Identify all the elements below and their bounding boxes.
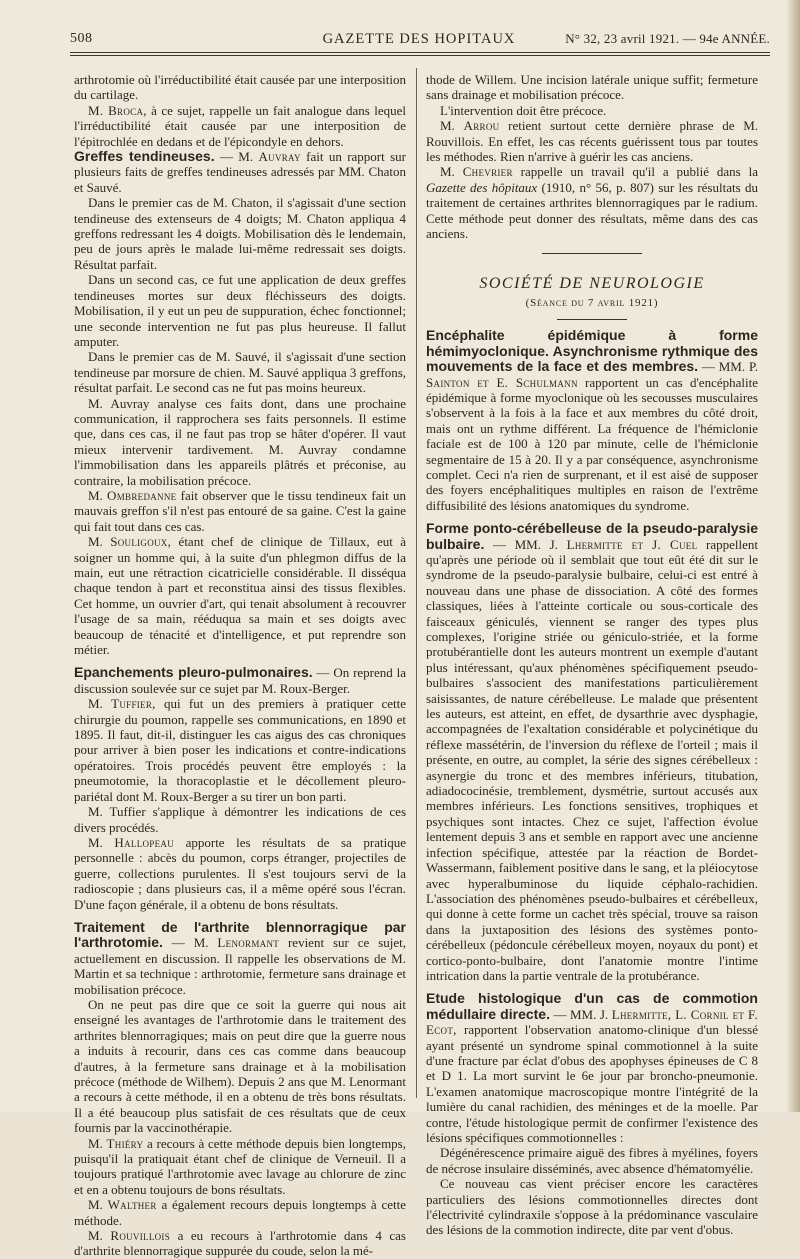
paragraph: arthrotomie où l'irréductibilité était causée par une interposition du cartilage.	[74, 72, 406, 103]
section-title: Greffes tendineuses.	[74, 148, 215, 165]
header-rule-2	[70, 55, 770, 56]
paragraph: M. Auvray analyse ces faits dont, dans une prochaine communication, il rapprochera ses faits personnels. Il estime que, dans ces cas, il ne faut pas trop se hâter d'opérer. Il vaut mieux intervenir tardivement. M. Auvray condamne l'immobilisation dans les appareils plâtrés et préconise, au contraire, la mobilisation précoce.	[74, 395, 406, 488]
paragraph: M. Tuffier, qui fut un des premiers à pratiquer cette chirurgie du poumon, rappelle ses communications, en 1890 et 1895. Il faut, dit-il, distinguer les cas aigus des cas chroniques pour arriver à bien poser les indications et contre-indications opératoires. Trois procédés peuvent être employés : la pneumotomie, la thoracoplastie et le décollement pleuro-pariétal dont M. Roux-Berger a su tirer un bon parti.	[74, 696, 406, 804]
paragraph: L'intervention doit être précoce.	[440, 102, 607, 118]
paragraph: M. Thiéry a recours à cette méthode depuis bien longtemps, puisqu'il la pratiquait étant chef de clinique de Verneuil. Il a toujours pratiqué l'arthrotomie avec lavage au chlorure de zinc et en a obtenu toujours de bons résultats.	[74, 1135, 406, 1197]
author-name: Thiéry	[106, 1135, 144, 1151]
section-title: Epanchements pleuro-pulmonaires.	[74, 664, 313, 681]
section-encephalite: Encéphalite épidémique à forme hémimyoclonique. Asynchronisme rythmique des mouvements de la face et des membres. — MM. P. Sainton et E. Schulmann rapportent un cas d'encéphalite épidémique à forme myoclonique où les secousses musculaires s'observent à la fois à la face et aux membres du côté droit, mais ont un rythme différent. La fréquence de l'hémiclonie faciale est de 100 à 120 par minute, celle de l'hémiclonie segmentaire de 15 à 20. Il y a par conséquence, asynchronisme complet. Ceci n'a rien de surprenant, et il est aisé de supposer des foyers encéphalitiques multiples en raison de l'extrême diffusibilité des lésions anatomiques du syndrome.	[426, 327, 758, 513]
author-name: Ombredanne	[107, 487, 177, 503]
author-name: Souligoux,	[110, 534, 172, 550]
society-title: SOCIÉTÉ DE NEUROLOGIE	[479, 275, 705, 293]
section-epanchements: Epanchements pleuro-pulmonaires. — On reprend la discussion soulevée sur ce sujet par M. Roux-Berger.	[74, 664, 406, 696]
paragraph: M. Souligoux, étant chef de clinique de Tillaux, eut à soigner un homme qui, à la suite d'un phlegmon diffus de la main, eut une rétraction cicatricielle considérable. Il disséqua chaque tendon à part et reconstitua ainsi des tissus flexibles. Cet homme, un ouvrier d'art, qui tenait absolument à recouvrer l'usage de sa main, rééduqua sa main et ses doigts avec beaucoup de ténacité et d'intelligence, et put reprendre son métier.	[74, 534, 406, 658]
paragraph: M. Arrou retient surtout cette dernière phrase de M. Rouvillois. En effet, les cas récents guérissent tous par toutes les méthodes. Rien n'arrive à guérir les cas anciens.	[426, 118, 759, 165]
paragraph: Dans le premier cas de M. Chaton, il s'agissait d'une section tendineuse des extenseurs de 4 doigts; M. Chaton appliqua 4 greffons redressant les 4 doigts. Mobilisation dès le lendemain, peu de jours après le malade lui-même redressait ses doigts. Résultat parfait.	[74, 195, 406, 272]
section-arthrite: Traitement de l'arthrite blennorragique par l'arthrotomie. — M. Lenormant revient sur ce sujet, actuellement en discussion. Il rappelle les observations de M. Martin et sa technique : arthrotomie, fermeture sans drainage et mobilisation précoce.	[74, 918, 406, 997]
section-greffes: Greffes tendineuses. — M. Auvray fait un rapport sur plusieurs faits de greffes tendineuses adressés par MM. Chaton et Sauvé.	[74, 148, 406, 195]
paragraph: Ce nouveau cas vient préciser encore les caractères particuliers des lésions commotionnelles directes dont l'électrivité cylindraxile s'oppose à la prédominance vasculaire des lésions de la commotion indirecte, dite par vent d'obus.	[426, 1176, 758, 1238]
section-title: Forme ponto-cérébelleuse de la pseudo-paralysie bulbaire.	[426, 520, 758, 552]
column-divider	[416, 68, 417, 1098]
paragraph: M. Walther a également recours depuis longtemps à cette méthode.	[74, 1197, 407, 1228]
paragraph: M. Rouvillois a eu recours à l'arthrotomie dans 4 cas d'arthrite blennorragique suppurée du coude, selon la mé-	[74, 1228, 406, 1259]
right-column	[426, 72, 759, 1238]
section-ponto-cerebelleuse: Forme ponto-cérébelleuse de la pseudo-paralysie bulbaire. — MM. J. Lhermitte et J. Cuel rappellent qu'après une période où il semblait que tout eût été dit sur le syndrome de la pseudo-paralysie bulbaire, celui-ci est entré à nouveau dans une phase de dissociation. A côté des formes classiques, liées à l'atteinte corticale ou sous-corticale des faisceaux géniculés, viennent se ranger des types plus complexes, l'origine striée ou géniculo-striée, et la forme protubérantielle dont les auteurs montrent un exemple d'autant plus intéressant, qu'aux phénomènes spécifiquement pseudo-bulbaires s'associent des manifestations particulièrement saisissantes, de nature cérébelleuse. Le malade que présentent les auteurs, est atteint, en effet, de dysarthrie avec dysphagie, accompagnées de l'exaltation considérable et polycinétique du réflexe massétérin, de l'inversion du réflexe de l'orteil ; mais il présente, en outre, au complet, la série des signes cérébelleux : asynergie du tronc et des membres inférieurs, titubation, adiadococinésie, tremblement, dysmétrie, surtout accusés aux membres inférieurs. Les fonctions sensitives, trophiques et psychiques sont intactes. Chez ce sujet, l'affection évolue lentement depuis 3 ans et semble en rapport avec une ancienne infection spécifique, attestée par la réaction de Bordet-Wassermann, faiblement positive dans le sang, et la pléiocytose avec hyperalbuminose du liquide céphalo-rachidien. L'association des phénomènes pseudo-bulbaires et cérébelleux, qui donne à cette forme un cachet très spécial, trouve sa raison dans la juxtaposition des lésions des systèmes ponto-cérébelleux (pédoncule cérébelleux moyen, noyaux du pont) et cortico-ponto-bulbaire, dont l'anatomie montre l'intime intrication dans la partie ventrale de la protubérance.	[426, 520, 758, 983]
section-title: Traitement de l'arthrite blennorragique par l'arthrotomie.	[74, 918, 406, 951]
author-name: M. Broca,	[88, 102, 147, 118]
journal-title: GAZETTE DES HOPITAUX	[322, 31, 516, 47]
society-session: (Séance du 7 avril 1921)	[525, 296, 659, 309]
section-divider	[542, 253, 642, 254]
author-name: Chevrier	[462, 164, 513, 180]
section-title: Encéphalite épidémique à forme hémimyoclonique. Asynchronisme rythmique des mouvements de la face et des membres.	[426, 327, 758, 375]
author-name: Arrou	[463, 118, 500, 134]
section-commotion: Etude histologique d'un cas de commotion médullaire directe. — MM. J. Lhermitte, L. Cornil et F. Ecot, rapportent l'observation anatomo-clinique d'un blessé ayant présenté un syndrome spinal commotionnel à la suite d'une fracture par éclat d'obus des apophyses épineuses de C 8 et D 1. La mort survint le 6e jour par broncho-pneumonie. L'examen anatomique macroscopique montre l'intégrité de la lumière du canal rachidien, des méninges et de la moelle. Par contre, l'étude histologique permit de confirmer l'existence des lésions spécifiques commotionnelles :	[426, 990, 759, 1145]
paragraph: M. Hallopeau apporte les résultats de sa pratique personnelle : abcès du poumon, corps étranger, projectiles de guerre, collections purulentes. Il s'est toujours servi de la radioscopie ; dans plusieurs cas, il a même opéré sous l'écran. D'une façon générale, il a obtenu de bons résultats.	[74, 834, 406, 912]
paragraph: M. Ombredanne fait observer que le tissu tendineux fait un mauvais greffon s'il n'est pas entouré de sa gaine. C'est la gaine qui fait tout dans ces cas.	[74, 487, 406, 534]
journal-citation: Gazette des hôpitaux	[426, 179, 538, 195]
author-name: Rouvillois	[110, 1228, 171, 1244]
author-name: Tuffier,	[111, 696, 156, 712]
paragraph: Dans un second cas, ce fut une application de deux greffes tendineuses mortes sur deux fléchisseurs des doigts. Mobilisation, il y eut un peu de suppuration, échec fonctionnel; une seconde intervention ne fut pas plus heureuse. Il fallut amputer.	[74, 272, 406, 349]
paragraph: Dégénérescence primaire aiguë des fibres à myélines, foyers de nécrose insulaire disséminés, avec absence d'hématomyélie.	[426, 1145, 758, 1176]
page-header	[68, 28, 770, 50]
header-rule	[70, 52, 770, 53]
section-title: Etude histologique d'un cas de commotion médullaire directe.	[426, 990, 758, 1022]
paragraph: M. Tuffier s'applique à démontrer les indications de ces divers procédés.	[74, 804, 406, 835]
paragraph: thode de Willem. Une incision latérale unique suffit; fermeture sans drainage et mobilisation précoce.	[426, 72, 758, 103]
paragraph: Dans le premier cas de M. Sauvé, il s'agissait d'une section tendineuse par morsure de chien. M. Sauvé appliqua 3 greffons, résultat parfait. Le second cas ne fut pas moins heureux.	[74, 349, 406, 396]
paragraph: M. Chevrier rappelle un travail qu'il a publié dans la Gazette des hôpitaux (1910, n° 56, p. 807) sur les résultats du traitement de certaines arthrites blennorragiques par le radium. Cette méthode peut donner des résultats, même dans des cas anciens.	[426, 164, 759, 242]
page-number: 508	[70, 31, 93, 46]
author-name: Walther	[107, 1197, 157, 1213]
author-name: Hallopeau	[114, 834, 174, 850]
left-column	[74, 72, 407, 1259]
issue-info: N° 32, 23 avril 1921. — 94e ANNÉE.	[565, 31, 770, 46]
paragraph: M. Broca, à ce sujet, rappelle un fait analogue dans lequel l'irréductibilité était causée par une interposition de l'épitrochlée en dedans et de l'épicondyle en dehors.	[74, 102, 406, 149]
paragraph: On ne peut pas dire que ce soit la guerre qui nous ait enseigné les avantages de l'arthrotomie dans le traitement des arthrites blennorragiques; mais on peut dire que la guerre nous a induits à recourir, dans ces cas comme dans beaucoup d'autres, à la fermeture sans drainage et à la mobilisation précoce (méthode de Wilhem). Depuis 2 ans que M. Lenormant a recours à cette méthode, il en a obtenu de très bons résultats. Il a été beaucoup plus satisfait de ces résultats que de ceux fournis par la vaccinothérapie.	[74, 996, 406, 1136]
